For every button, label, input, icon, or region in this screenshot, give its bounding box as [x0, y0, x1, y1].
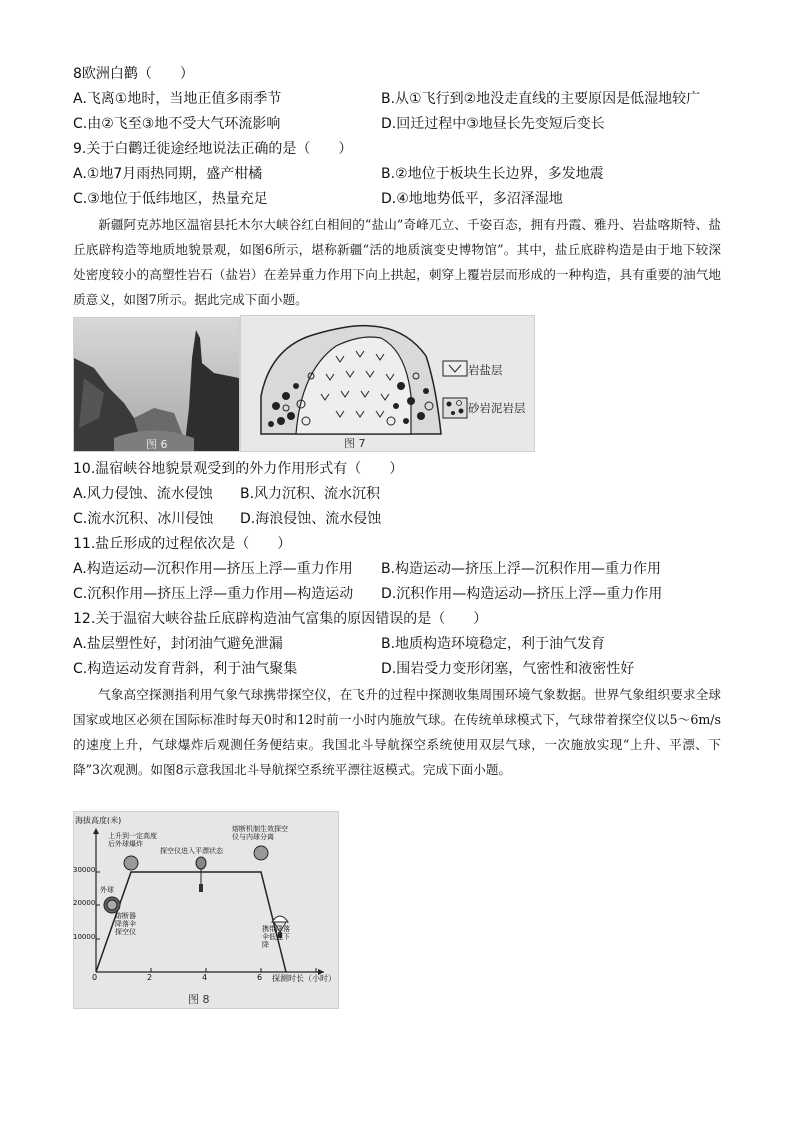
- inner-balloon-icon: [254, 846, 268, 860]
- q9-stem: 9.关于白鹳迁徙途经地说法正确的是（ ）: [73, 141, 353, 157]
- q10-option-d: D.海浪侵蚀、流水侵蚀: [240, 511, 382, 527]
- figure-8-ytick-20000: 20000: [73, 899, 96, 907]
- figure-7-caption: 图 7: [344, 437, 366, 450]
- figure-8-annotation-outer: 外球: [100, 886, 114, 894]
- figure-8-annotation-parachute: 携带降落伞低速下降: [262, 925, 290, 949]
- figure-8-ytick-30000: 30000: [73, 866, 96, 874]
- figure-8-annotation-float: 探空仪进入平漂状态: [160, 847, 223, 855]
- passage-salt-mountain: [73, 212, 721, 312]
- q10-option-c: C.流水沉积、冰川侵蚀: [73, 511, 214, 527]
- q9-option-c: C.③地位于低纬地区，热量充足: [73, 191, 268, 207]
- q9-option-d: D.④地地势低平，多沼泽湿地: [381, 191, 563, 207]
- q12-stem: 12.关于温宿大峡谷盐丘底辟构造油气富集的原因错误的是（ ）: [73, 611, 488, 627]
- q12-option-b: B.地质构造环境稳定，利于油气发育: [381, 636, 606, 652]
- q11-stem: 11.盐丘形成的过程依次是（ ）: [73, 536, 292, 552]
- q9-option-a: A.①地7月雨热同期，盛产柑橘: [73, 166, 263, 182]
- float-balloon-icon: [196, 857, 206, 869]
- q8-option-d: D.回迁过程中③地昼长先变短后变长: [381, 116, 605, 132]
- figure-6-caption: 图 6: [146, 438, 168, 451]
- q10-option-a: A.风力侵蚀、流水侵蚀: [73, 486, 213, 502]
- figure-8-annotation-rise: 上升到一定高度后外球爆炸: [108, 832, 157, 848]
- q11-option-c: C.沉积作用—挤压上浮—重力作用—构造运动: [73, 586, 354, 602]
- q8-option-c: C.由②飞至③地不受大气环流影响: [73, 116, 281, 132]
- q8-stem: 8欧洲白鹳（ ）: [73, 66, 194, 82]
- figure-8-caption: 图 8: [188, 993, 210, 1006]
- passage-salt-mountain-text: 新疆阿克苏地区温宿县托木尔大峡谷红白相间的“盐山”奇峰兀立、千姿百态，拥有丹霞、雅丹、岩盐喀斯特、盐丘底辟构造等地质地貌景观，如图6所示，堪称新疆“活的地质演变史博物馆”。其中，盐丘底辟构造是由于地下较深处密度较小的高塑性岩石（盐岩）在差异重力作用下向上拱起，刺穿上覆岩层而形成的一种构造，具有重要的油气地质意义，如图7所示。据此完成下面小题。: [73, 217, 721, 307]
- q10-option-b: B.风力沉积、流水沉积: [240, 486, 381, 502]
- q12-option-c: C.构造运动发育背斜，利于油气聚集: [73, 661, 298, 677]
- parachute-icon: [272, 916, 288, 922]
- figure-8-xtick-0: 0: [92, 973, 98, 982]
- figure-7-legend-salt: 岩盐层: [468, 363, 503, 377]
- salt-diapir-diagram: [241, 316, 534, 451]
- figure-7-legend-sand: 砂岩泥岩层: [468, 401, 526, 415]
- figure-8-annotation-inner: 熔断器降落伞探空仪: [115, 912, 136, 936]
- figure-8-xtick-6: 6: [257, 973, 263, 982]
- figure-8-ytick-10000: 10000: [73, 933, 96, 941]
- figure-8-ylabel: 海拔高度(米): [75, 816, 122, 825]
- passage-balloon-text: 气象高空探测指利用气象气球携带探空仪，在飞升的过程中探测收集周围环境气象数据。世界气象组织要求全球国家或地区必须在国际标准时每天0时和12时前一小时内施放气球。在传统单球模式下，气球带着探空仪以5～6m/s的速度上升，气球爆炸后观测任务便结束。我国北斗导航探空系统使用双层气球，一次施放实现“上升、平漂、下降”3次观测。如图8示意我国北斗导航探空系统平漂往返模式。完成下面小题。: [73, 687, 721, 777]
- q12-option-d: D.围岩受力变形闭塞，气密性和液密性好: [381, 661, 635, 677]
- figure-8-xlabel: 探测时长（小时）: [272, 974, 336, 983]
- q11-option-a: A.构造运动—沉积作用—挤压上浮—重力作用: [73, 561, 353, 577]
- q8-option-a: A.飞离①地时，当地正值多雨季节: [73, 91, 282, 107]
- passage-balloon: [73, 682, 721, 782]
- q12-option-a: A.盐层塑性好，封闭油气避免泄漏: [73, 636, 283, 652]
- figure-8-xtick-2: 2: [147, 973, 153, 982]
- figure-7-diagram: [240, 315, 535, 452]
- burst-balloon-icon: [124, 856, 138, 870]
- q11-option-d: D.沉积作用—构造运动—挤压上浮—重力作用: [381, 586, 663, 602]
- q9-option-b: B.②地位于板块生长边界，多发地震: [381, 166, 604, 182]
- figure-6-photo: [73, 317, 240, 452]
- figure-8-annotation-fuse: 熔断机制生效探空仪与内球分离: [232, 825, 288, 841]
- figure-8-xtick-4: 4: [202, 973, 208, 982]
- canyon-photo-illustration: [74, 318, 239, 451]
- q10-stem: 10.温宿峡谷地貌景观受到的外力作用形式有（ ）: [73, 461, 404, 477]
- q11-option-b: B.构造运动—挤压上浮—沉积作用—重力作用: [381, 561, 662, 577]
- q8-option-b: B.从①飞行到②地没走直线的主要原因是低湿地较广: [381, 91, 701, 107]
